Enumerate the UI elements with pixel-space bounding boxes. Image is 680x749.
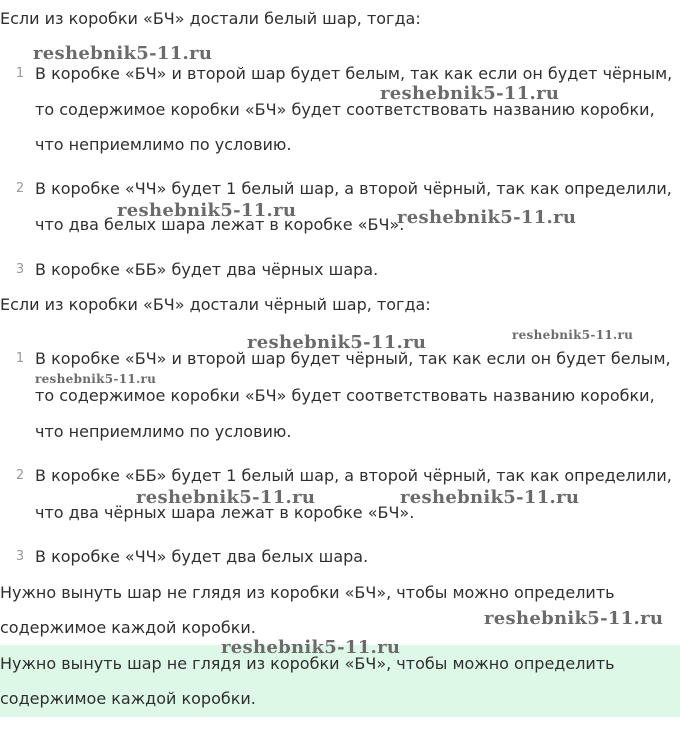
conclusion-line: Нужно вынуть шар не глядя из коробки «БЧ», чтобы можно определить: [0, 583, 615, 602]
watermark: reshebnik5-11.ru: [512, 328, 634, 342]
list-item-line: что неприемлимо по условию.: [35, 422, 292, 441]
watermark: reshebnik5-11.ru: [484, 608, 664, 629]
list-item-line: В коробке «ЧЧ» будет 1 белый шар, а второй чёрный, так как определили,: [35, 179, 672, 198]
watermark: reshebnik5-11.ru: [221, 637, 401, 658]
section1-intro: Если из коробки «БЧ» достали белый шар, тогда:: [0, 9, 421, 28]
list-item-line: В коробке «ББ» будет два чёрных шара.: [35, 260, 379, 279]
answer-line: содержимое каждой коробки.: [0, 689, 256, 708]
section2-intro: Если из коробки «БЧ» достали чёрный шар, тогда:: [0, 295, 431, 314]
watermark: reshebnik5-11.ru: [397, 207, 577, 228]
list-item-line: В коробке «БЧ» и второй шар будет белым, так как если он будет чёрным,: [35, 64, 673, 83]
list-item-line: что неприемлимо по условию.: [35, 135, 292, 154]
list-item-line: что два чёрных шара лежат в коробке «БЧ».: [35, 503, 415, 522]
watermark: reshebnik5-11.ru: [136, 487, 316, 508]
list-number: 3: [15, 549, 25, 564]
list-item-line: то содержимое коробки «БЧ» будет соответствовать названию коробки,: [35, 100, 655, 119]
watermark: reshebnik5-11.ru: [380, 83, 560, 104]
watermark: reshebnik5-11.ru: [247, 332, 427, 353]
list-item-line: В коробке «ББ» будет 1 белый шар, а второй чёрный, так как определили,: [35, 466, 672, 485]
conclusion-line: содержимое каждой коробки.: [0, 618, 256, 637]
list-number: 2: [15, 468, 25, 483]
list-number: 2: [15, 181, 25, 196]
watermark: reshebnik5-11.ru: [33, 43, 213, 64]
list-item-line: В коробке «БЧ» и второй шар будет чёрный, так как если он будет белым,: [35, 349, 671, 368]
list-item-line: что два белых шара лежат в коробке «БЧ».: [35, 215, 405, 234]
watermark: reshebnik5-11.ru: [117, 200, 297, 221]
watermark: reshebnik5-11.ru: [400, 487, 580, 508]
list-item-line: В коробке «ЧЧ» будет два белых шара.: [35, 547, 369, 566]
answer-line: Нужно вынуть шар не глядя из коробки «БЧ», чтобы можно определить: [0, 654, 615, 673]
watermark: reshebnik5-11.ru: [35, 372, 157, 386]
list-number: 3: [15, 262, 25, 277]
list-number: 1: [15, 351, 25, 366]
list-item-line: то содержимое коробки «БЧ» будет соответствовать названию коробки,: [35, 386, 655, 405]
list-number: 1: [15, 66, 25, 81]
